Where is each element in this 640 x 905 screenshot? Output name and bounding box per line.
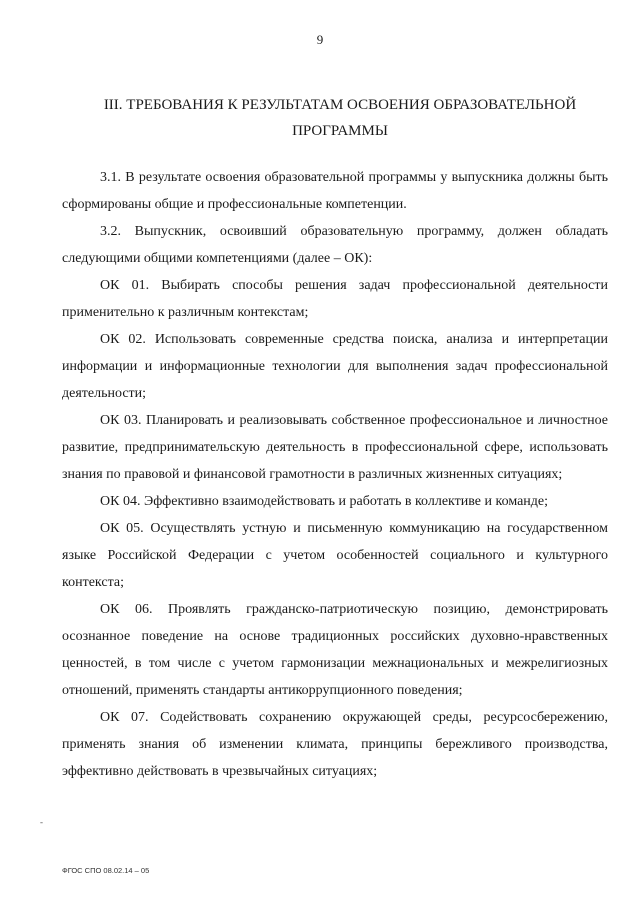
document-footer-code: ФГОС СПО 08.02.14 – 05 (62, 866, 150, 875)
competency-ok-01: ОК 01. Выбирать способы решения задач профессиональной деятельности применительно к различным контекстам; (62, 278, 608, 320)
competency-ok-02: ОК 02. Использовать современные средства поиска, анализа и интерпретации информации и информационные технологии для выполнения задач профессиональной деятельности; (62, 332, 608, 401)
scan-edge-mark: ‑ (40, 817, 43, 827)
competency-ok-03: ОК 03. Планировать и реализовывать собственное профессиональное и личностное развитие, предпринимательскую деятельность в профессиональной сфере, использовать знания по правовой и финансовой грамотности в различных жизненных ситуациях; (62, 413, 608, 482)
competency-ok-06: ОК 06. Проявлять гражданско-патриотическую позицию, демонстрировать осознанное поведение на основе традиционных российских духовно-нравственных ценностей, в том числе с учетом гармонизации межнациональных и межрелигиозных отношений, применять стандарты антикоррупционного поведения; (62, 602, 608, 698)
paragraph-3-2: 3.2. Выпускник, освоивший образовательную программу, должен обладать следующими общими компетенциями (далее – ОК): (62, 224, 608, 266)
competency-ok-05: ОК 05. Осуществлять устную и письменную коммуникацию на государственном языке Российской Федерации с учетом особенностей социального и культурного контекста; (62, 521, 608, 590)
competency-ok-04: ОК 04. Эффективно взаимодействовать и работать в коллективе и команде; (100, 494, 549, 509)
competency-ok-07: ОК 07. Содействовать сохранению окружающей среды, ресурсосбережению, применять знания об изменении климата, принципы бережливого производства, эффективно действовать в чрезвычайных ситуациях; (62, 710, 608, 779)
page-number: 9 (316, 32, 324, 47)
paragraph-3-1: 3.1. В результате освоения образовательной программы у выпускника должны быть сформированы общие и профессиональные компетенции. (62, 170, 608, 212)
section-heading (80, 92, 600, 144)
document-body (62, 164, 608, 785)
section-heading-line: III. ТРЕБОВАНИЯ К РЕЗУЛЬТАТАМ ОСВОЕНИЯ ОБРАЗОВАТЕЛЬНОЙ (103, 97, 577, 113)
section-heading-line: ПРОГРАММЫ (292, 123, 388, 139)
